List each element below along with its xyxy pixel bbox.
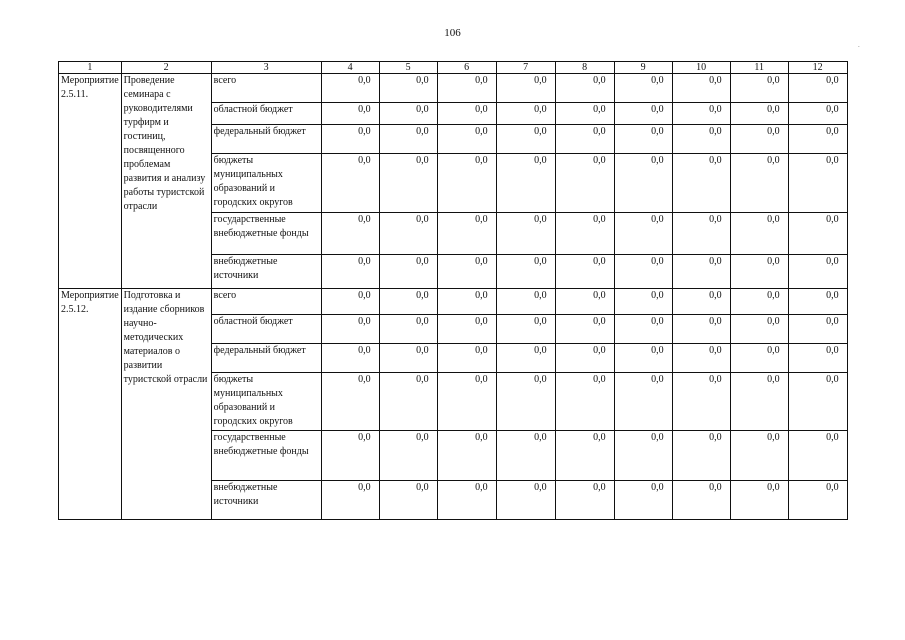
value-cell: 0,0	[614, 373, 672, 431]
value-cell: 0,0	[555, 431, 614, 481]
value-cell: 0,0	[730, 373, 788, 431]
value-cell: 0,0	[672, 255, 730, 289]
value-cell: 0,0	[437, 103, 496, 125]
value-cell: 0,0	[379, 213, 437, 255]
funding-source: бюджеты муниципальных образований и городских округов	[211, 154, 321, 213]
value-cell: 0,0	[730, 481, 788, 520]
value-cell: 0,0	[730, 255, 788, 289]
value-cell: 0,0	[555, 481, 614, 520]
value-cell: 0,0	[614, 154, 672, 213]
event-description: Подготовка и издание сборников научно-методических материалов о развитии туристской отрасли	[121, 289, 211, 520]
table-header	[59, 62, 848, 74]
value-cell: 0,0	[555, 315, 614, 344]
column-header-10: 10	[672, 62, 730, 74]
value-cell: 0,0	[496, 125, 555, 154]
column-header-5: 5	[379, 62, 437, 74]
budget-table	[58, 61, 848, 520]
value-cell: 0,0	[555, 74, 614, 103]
value-cell: 0,0	[672, 213, 730, 255]
value-cell: 0,0	[788, 255, 847, 289]
table-row	[59, 74, 848, 103]
value-cell: 0,0	[730, 213, 788, 255]
value-cell: 0,0	[379, 74, 437, 103]
value-cell: 0,0	[496, 213, 555, 255]
value-cell: 0,0	[788, 103, 847, 125]
value-cell: 0,0	[672, 431, 730, 481]
table-row	[59, 289, 848, 315]
value-cell: 0,0	[614, 315, 672, 344]
funding-source: всего	[211, 74, 321, 103]
value-cell: 0,0	[437, 289, 496, 315]
value-cell: 0,0	[614, 125, 672, 154]
funding-source: областной бюджет	[211, 315, 321, 344]
value-cell: 0,0	[730, 125, 788, 154]
value-cell: 0,0	[437, 154, 496, 213]
value-cell: 0,0	[730, 103, 788, 125]
value-cell: 0,0	[788, 315, 847, 344]
funding-source: всего	[211, 289, 321, 315]
value-cell: 0,0	[730, 289, 788, 315]
value-cell: 0,0	[555, 103, 614, 125]
funding-source: государственные внебюджетные фонды	[211, 213, 321, 255]
value-cell: 0,0	[555, 344, 614, 373]
value-cell: 0,0	[788, 74, 847, 103]
value-cell: 0,0	[379, 125, 437, 154]
event-description: Проведение семинара с руководителями турфирм и гостиниц, посвященного проблемам развития и анализу работы туристской отрасли	[121, 74, 211, 289]
value-cell: 0,0	[321, 103, 379, 125]
value-cell: 0,0	[321, 431, 379, 481]
value-cell: 0,0	[555, 255, 614, 289]
value-cell: 0,0	[788, 431, 847, 481]
value-cell: 0,0	[379, 103, 437, 125]
value-cell: 0,0	[496, 344, 555, 373]
value-cell: 0,0	[437, 213, 496, 255]
column-header-2: 2	[121, 62, 211, 74]
funding-source: бюджеты муниципальных образований и городских округов	[211, 373, 321, 431]
value-cell: 0,0	[437, 74, 496, 103]
value-cell: 0,0	[437, 125, 496, 154]
event-code: Мероприятие 2.5.12.	[59, 289, 122, 520]
value-cell: 0,0	[321, 373, 379, 431]
value-cell: 0,0	[496, 289, 555, 315]
value-cell: 0,0	[730, 154, 788, 213]
value-cell: 0,0	[379, 154, 437, 213]
value-cell: 0,0	[788, 154, 847, 213]
value-cell: 0,0	[379, 481, 437, 520]
value-cell: 0,0	[788, 289, 847, 315]
value-cell: 0,0	[496, 154, 555, 213]
value-cell: 0,0	[614, 103, 672, 125]
column-header-1: 1	[59, 62, 122, 74]
value-cell: 0,0	[321, 481, 379, 520]
value-cell: 0,0	[614, 481, 672, 520]
value-cell: 0,0	[614, 255, 672, 289]
column-header-12: 12	[788, 62, 847, 74]
value-cell: 0,0	[321, 315, 379, 344]
header-row	[59, 62, 848, 74]
value-cell: 0,0	[437, 315, 496, 344]
funding-source: федеральный бюджет	[211, 344, 321, 373]
value-cell: 0,0	[672, 315, 730, 344]
value-cell: 0,0	[379, 373, 437, 431]
column-header-11: 11	[730, 62, 788, 74]
value-cell: 0,0	[321, 154, 379, 213]
value-cell: 0,0	[496, 431, 555, 481]
funding-source: федеральный бюджет	[211, 125, 321, 154]
value-cell: 0,0	[379, 289, 437, 315]
value-cell: 0,0	[672, 373, 730, 431]
funding-source: областной бюджет	[211, 103, 321, 125]
funding-source: внебюджетные источники	[211, 481, 321, 520]
value-cell: 0,0	[496, 103, 555, 125]
value-cell: 0,0	[730, 344, 788, 373]
value-cell: 0,0	[379, 431, 437, 481]
column-header-6: 6	[437, 62, 496, 74]
page-number: 106	[444, 27, 461, 39]
value-cell: 0,0	[555, 373, 614, 431]
value-cell: 0,0	[437, 255, 496, 289]
value-cell: 0,0	[321, 74, 379, 103]
funding-source: государственные внебюджетные фонды	[211, 431, 321, 481]
value-cell: 0,0	[730, 74, 788, 103]
value-cell: 0,0	[672, 481, 730, 520]
value-cell: 0,0	[788, 481, 847, 520]
value-cell: 0,0	[614, 344, 672, 373]
value-cell: 0,0	[672, 154, 730, 213]
value-cell: 0,0	[614, 289, 672, 315]
value-cell: 0,0	[496, 481, 555, 520]
value-cell: 0,0	[614, 213, 672, 255]
value-cell: 0,0	[496, 255, 555, 289]
value-cell: 0,0	[437, 481, 496, 520]
value-cell: 0,0	[788, 344, 847, 373]
funding-source: внебюджетные источники	[211, 255, 321, 289]
table-body	[59, 74, 848, 520]
value-cell: 0,0	[672, 289, 730, 315]
value-cell: 0,0	[672, 125, 730, 154]
value-cell: 0,0	[672, 344, 730, 373]
value-cell: 0,0	[321, 213, 379, 255]
value-cell: 0,0	[321, 125, 379, 154]
value-cell: 0,0	[730, 431, 788, 481]
column-header-4: 4	[321, 62, 379, 74]
value-cell: 0,0	[730, 315, 788, 344]
scan-mark: .	[858, 41, 860, 49]
value-cell: 0,0	[788, 213, 847, 255]
value-cell: 0,0	[555, 213, 614, 255]
event-code: Мероприятие 2.5.11.	[59, 74, 122, 289]
column-header-3: 3	[211, 62, 321, 74]
value-cell: 0,0	[379, 344, 437, 373]
value-cell: 0,0	[672, 103, 730, 125]
value-cell: 0,0	[555, 289, 614, 315]
value-cell: 0,0	[321, 255, 379, 289]
value-cell: 0,0	[496, 373, 555, 431]
value-cell: 0,0	[788, 373, 847, 431]
value-cell: 0,0	[788, 125, 847, 154]
value-cell: 0,0	[379, 315, 437, 344]
value-cell: 0,0	[496, 315, 555, 344]
value-cell: 0,0	[379, 255, 437, 289]
value-cell: 0,0	[437, 344, 496, 373]
value-cell: 0,0	[614, 74, 672, 103]
value-cell: 0,0	[555, 154, 614, 213]
value-cell: 0,0	[614, 431, 672, 481]
value-cell: 0,0	[496, 74, 555, 103]
value-cell: 0,0	[437, 431, 496, 481]
value-cell: 0,0	[555, 125, 614, 154]
column-header-8: 8	[555, 62, 614, 74]
column-header-7: 7	[496, 62, 555, 74]
value-cell: 0,0	[321, 344, 379, 373]
column-header-9: 9	[614, 62, 672, 74]
value-cell: 0,0	[437, 373, 496, 431]
value-cell: 0,0	[321, 289, 379, 315]
value-cell: 0,0	[672, 74, 730, 103]
